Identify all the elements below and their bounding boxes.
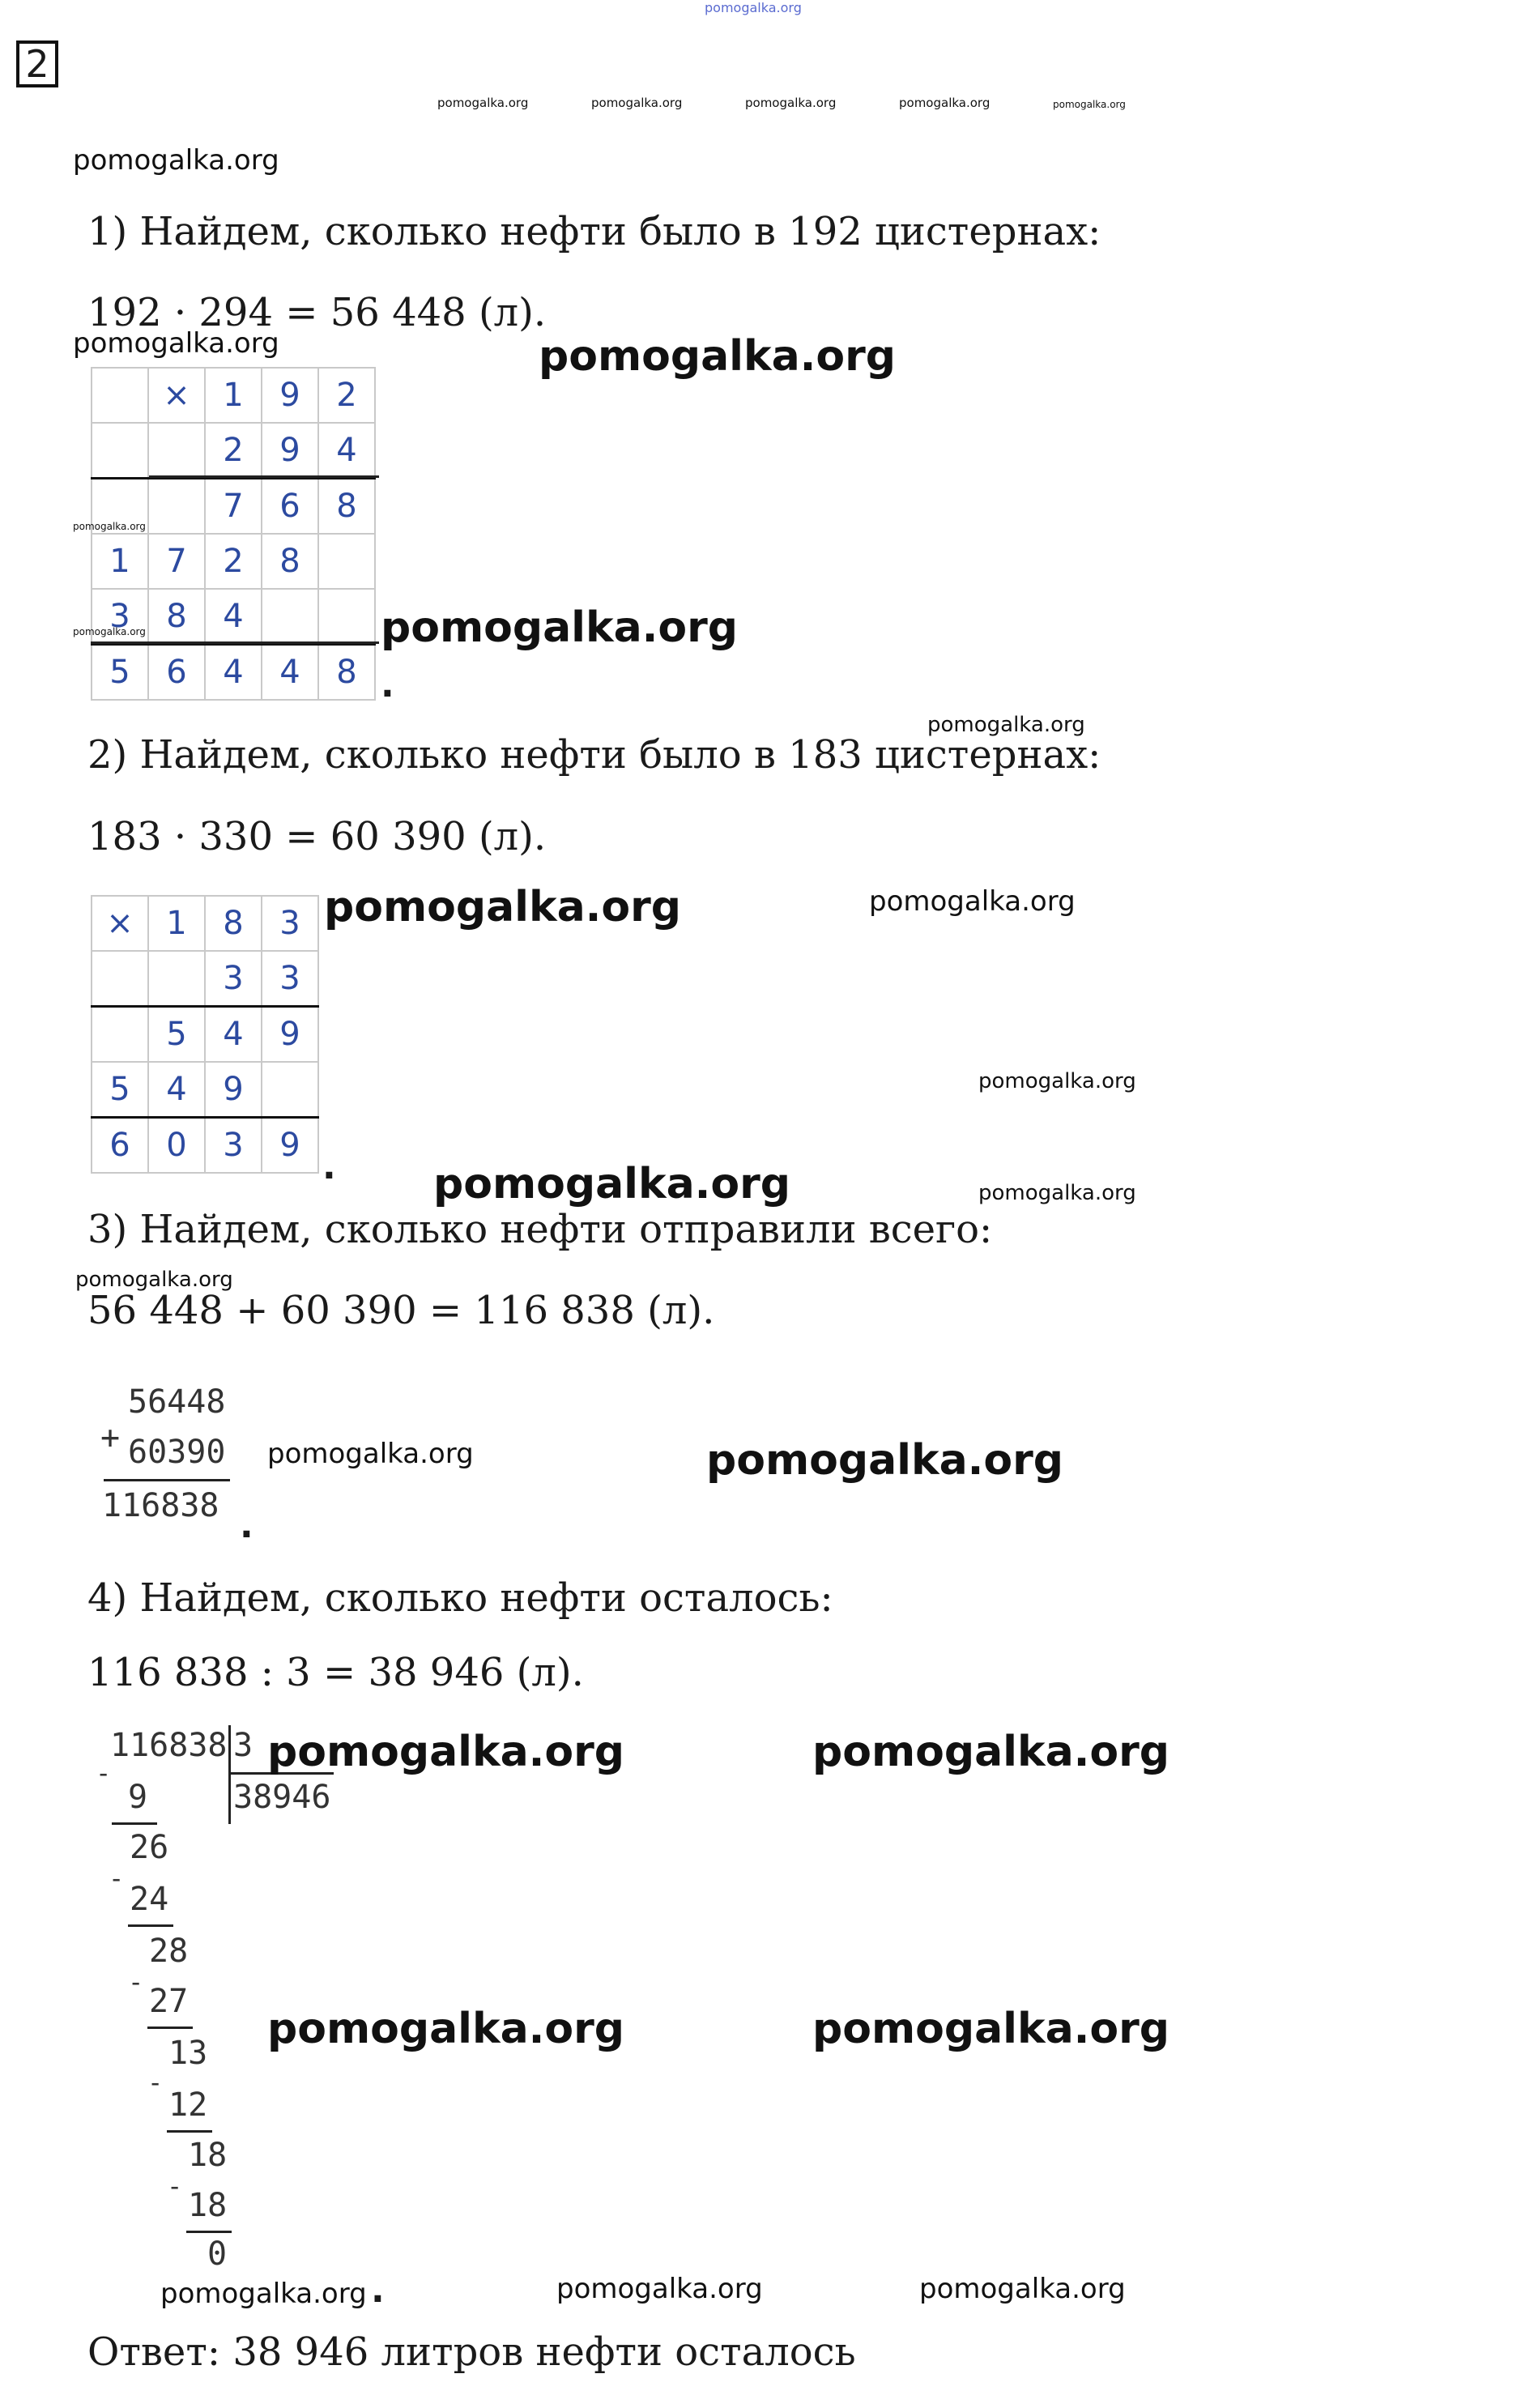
- step-4-text: 4) Найдем, сколько нефти осталось:: [87, 1575, 833, 1621]
- watermark: pomogalka.org: [433, 1160, 791, 1208]
- grid-row: [92, 896, 318, 951]
- division-line: [167, 2130, 212, 2133]
- end-dot: .: [240, 1505, 254, 1546]
- grid-cell: 8: [205, 896, 262, 951]
- addition-line: [104, 1479, 230, 1481]
- grid-cell: 8: [318, 645, 375, 701]
- grid-row: [92, 423, 375, 479]
- watermark: pomogalka.org: [978, 1181, 1136, 1205]
- grid-row: [92, 1062, 318, 1118]
- grid-cell: 3: [92, 589, 148, 645]
- watermark: pomogalka.org: [556, 2273, 763, 2305]
- grid-cell: 4: [318, 423, 375, 479]
- grid-cell: 1: [92, 534, 148, 589]
- step-3-text: 3) Найдем, сколько нефти отправили всего:: [87, 1207, 993, 1252]
- grid-cell: [92, 423, 148, 479]
- answer-text: Ответ: 38 946 литров нефти осталось: [87, 2329, 856, 2375]
- watermark: pomogalka.org: [706, 1436, 1064, 1485]
- grid-cell: 9: [262, 368, 318, 423]
- watermark: pomogalka.org: [978, 1069, 1136, 1093]
- watermark-top: pomogalka.org: [705, 0, 802, 15]
- watermark: pomogalka.org: [927, 713, 1085, 737]
- grid-cell: 3: [205, 951, 262, 1007]
- multiplication-grid-1: [91, 367, 376, 701]
- division-divisor: 3: [233, 1727, 254, 1764]
- division-dividend: 116838: [110, 1727, 228, 1764]
- grid-cell: 1: [205, 368, 262, 423]
- minus-sign: -: [109, 1863, 125, 1894]
- multiplication-grid-2: [91, 895, 319, 1174]
- grid-cell: [318, 534, 375, 589]
- grid-cell: 5: [148, 1007, 205, 1063]
- step-3-expression: 56 448 + 60 390 = 116 838 (л).: [87, 1288, 715, 1333]
- grid-cell: [148, 479, 205, 535]
- step-1-text: 1) Найдем, сколько нефти было в 192 цистернах:: [87, 209, 1101, 254]
- watermark: pomogalka.org: [869, 885, 1076, 918]
- minus-sign: -: [167, 2171, 183, 2201]
- grid-cell: 4: [205, 1007, 262, 1063]
- grid-cell: 8: [148, 589, 205, 645]
- grid-cell: 2: [205, 534, 262, 589]
- division-step: 24: [130, 1881, 169, 1918]
- grid-cell: 7: [205, 479, 262, 535]
- grid-cell: 9: [262, 423, 318, 479]
- grid-row: [92, 534, 375, 589]
- step-2-expression: 183 · 330 = 60 390 (л).: [87, 814, 547, 859]
- grid-cell: [262, 589, 318, 645]
- grid-cell: 8: [318, 479, 375, 535]
- grid-cell: [92, 951, 148, 1007]
- grid-cell: 9: [262, 1007, 318, 1063]
- division-step: 26: [130, 1829, 169, 1866]
- grid-cell: 6: [148, 645, 205, 701]
- step-2-text: 2) Найдем, сколько нефти было в 183 цистернах:: [87, 732, 1101, 778]
- step-1-expression: 192 · 294 = 56 448 (л).: [87, 290, 547, 335]
- grid-cell: 3: [205, 1118, 262, 1174]
- addition-plus: +: [100, 1419, 121, 1456]
- grid-cell: [148, 951, 205, 1007]
- watermark: pomogalka.org: [160, 2278, 367, 2310]
- minus-sign: -: [128, 1967, 144, 1997]
- grid-cell: 7: [148, 534, 205, 589]
- problem-number: 2: [16, 40, 58, 87]
- division-vertical-line: [228, 1725, 231, 1824]
- watermark: pomogalka.org: [73, 521, 146, 532]
- division-line: [186, 2231, 232, 2233]
- grid-cell: 0: [148, 1118, 205, 1174]
- grid-cell: 5: [92, 645, 148, 701]
- grid-cell: 9: [262, 1118, 318, 1174]
- grid-cell: 3: [262, 896, 318, 951]
- grid-cell: [148, 423, 205, 479]
- grid-cell: [262, 1062, 318, 1118]
- watermark: pomogalka.org: [899, 96, 991, 110]
- watermark: pomogalka.org: [539, 332, 897, 381]
- end-dot: .: [381, 664, 394, 705]
- minus-sign: -: [147, 2067, 164, 2098]
- grid-row: [92, 1007, 318, 1063]
- grid-cell: 3: [262, 951, 318, 1007]
- watermark: pomogalka.org: [812, 2005, 1170, 2053]
- grid-cell: 4: [205, 589, 262, 645]
- division-step: 18: [188, 2137, 228, 2174]
- grid-row: [92, 368, 375, 423]
- watermark: pomogalka.org: [1053, 99, 1126, 110]
- grid-cell: 6: [262, 479, 318, 535]
- addition-term-1: 56448: [128, 1383, 226, 1421]
- watermark: pomogalka.org: [267, 1438, 474, 1470]
- watermark: pomogalka.org: [381, 603, 739, 652]
- grid-cell: 6: [92, 1118, 148, 1174]
- division-step: 12: [168, 2086, 208, 2124]
- addition-term-2: 60390: [128, 1434, 226, 1471]
- end-dot: .: [371, 2269, 385, 2311]
- watermark: pomogalka.org: [745, 96, 837, 110]
- watermark: pomogalka.org: [437, 96, 529, 110]
- grid-cell: 4: [148, 1062, 205, 1118]
- watermark: pomogalka.org: [267, 1728, 625, 1776]
- grid-cell: 2: [205, 423, 262, 479]
- watermark: pomogalka.org: [73, 144, 279, 177]
- division-step: 9: [128, 1779, 148, 1816]
- grid-cell: 1: [148, 896, 205, 951]
- grid-1-line: [149, 475, 379, 478]
- grid-cell: 8: [262, 534, 318, 589]
- grid-row: [92, 951, 318, 1007]
- division-step: 27: [149, 1983, 189, 2020]
- watermark: pomogalka.org: [267, 2005, 625, 2053]
- grid-cell: 5: [92, 1062, 148, 1118]
- grid-cell: [92, 368, 148, 423]
- division-line: [112, 1822, 157, 1825]
- addition-sum: 116838: [102, 1487, 219, 1524]
- minus-sign: -: [96, 1758, 112, 1788]
- watermark: pomogalka.org: [919, 2273, 1126, 2305]
- division-quotient: 38946: [233, 1779, 331, 1816]
- grid-cell: 4: [205, 645, 262, 701]
- grid-cell: 9: [205, 1062, 262, 1118]
- division-remainder: 0: [207, 2235, 228, 2273]
- division-step: 13: [168, 2035, 208, 2072]
- grid-cell: ×: [92, 896, 148, 951]
- grid-1-result-line: [91, 641, 379, 644]
- watermark: pomogalka.org: [73, 626, 146, 637]
- watermark: pomogalka.org: [73, 327, 279, 360]
- division-step: 18: [188, 2187, 228, 2224]
- grid-row: [92, 645, 375, 701]
- division-line: [128, 1924, 173, 1927]
- grid-cell: 4: [262, 645, 318, 701]
- grid-cell: [318, 589, 375, 645]
- grid-cell: 2: [318, 368, 375, 423]
- division-line: [147, 2027, 193, 2029]
- watermark: pomogalka.org: [75, 1268, 233, 1292]
- step-4-expression: 116 838 : 3 = 38 946 (л).: [87, 1650, 584, 1695]
- division-step: 28: [149, 1933, 189, 1970]
- end-dot: .: [322, 1146, 336, 1187]
- watermark: pomogalka.org: [812, 1728, 1170, 1776]
- watermark: pomogalka.org: [591, 96, 683, 110]
- watermark: pomogalka.org: [324, 883, 682, 931]
- grid-cell: [92, 1007, 148, 1063]
- grid-cell: ×: [148, 368, 205, 423]
- grid-row: [92, 1118, 318, 1174]
